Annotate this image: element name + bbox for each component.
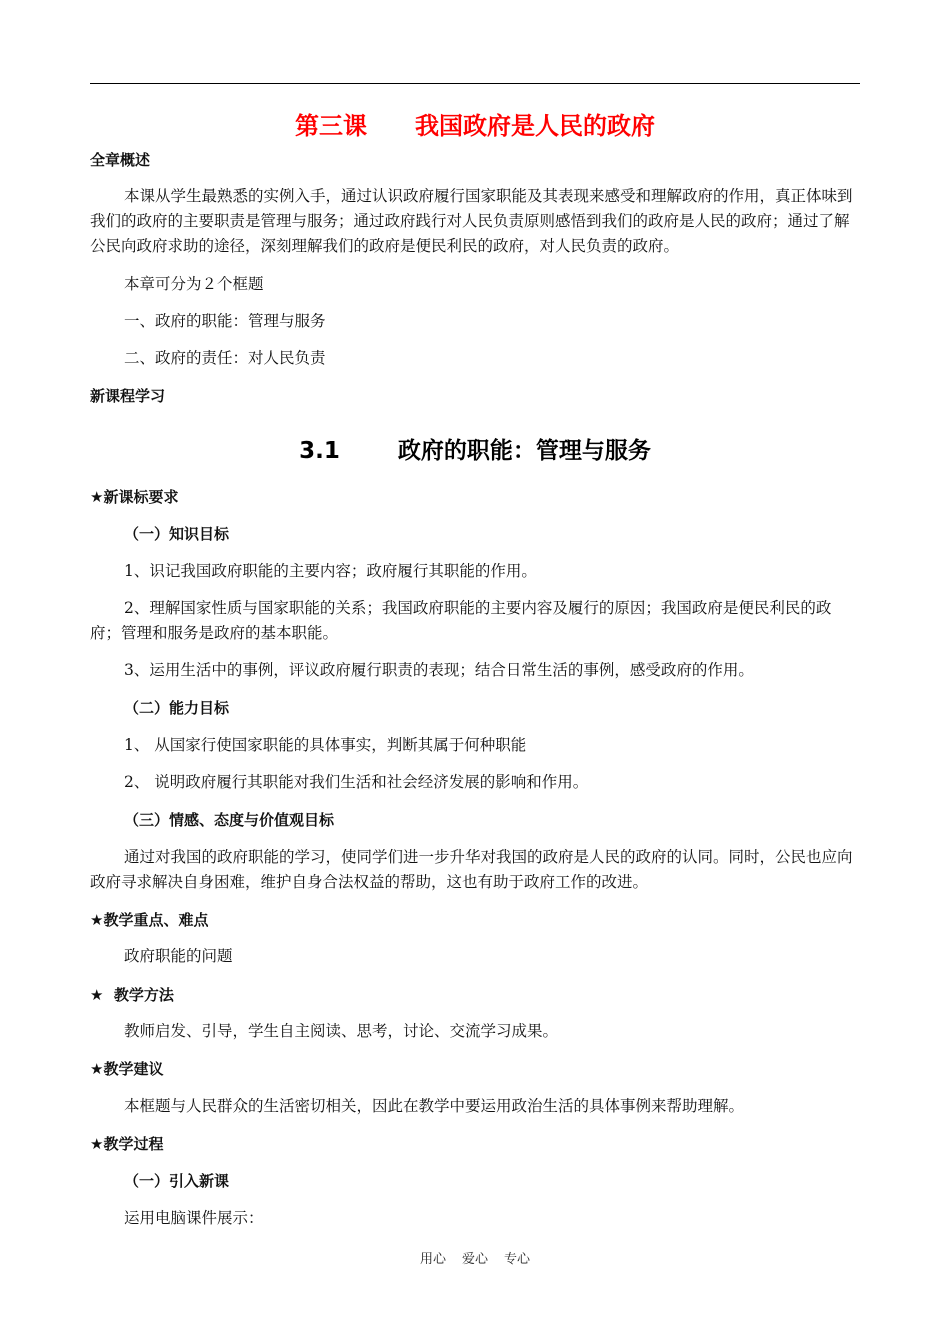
section-name: 政府的职能：管理与服务 xyxy=(397,438,651,464)
knowledge-item-2: 2、理解国家性质与国家职能的关系；我国政府职能的主要内容及履行的原因；我国政府是便民利民的政府；管理和服务是政府的基本职能。 xyxy=(90,599,832,642)
ability-item-1: 1、 从国家行使国家职能的具体事实，判断其属于何种职能 xyxy=(124,736,527,754)
ability-item-2: 2、 说明政府履行其职能对我们生活和社会经济发展的影响和作用。 xyxy=(124,773,589,791)
intro-heading: （一）引入新课 xyxy=(124,1172,230,1190)
key-points-text: 政府职能的问题 xyxy=(124,947,233,965)
emotion-heading: （三）情感、态度与价值观目标 xyxy=(124,811,335,829)
section-number: 3.1 xyxy=(299,438,340,464)
lesson-name: 我国政府是人民的政府 xyxy=(415,112,655,140)
overview-heading: 全章概述 xyxy=(90,151,151,169)
knowledge-item-3: 3、运用生活中的事例，评议政府履行职责的表现；结合日常生活的事例，感受政府的作用。 xyxy=(124,661,754,679)
footer-item-2: 爱心 xyxy=(461,1252,488,1267)
footer-item-1: 用心 xyxy=(419,1252,446,1267)
section-title xyxy=(90,432,860,465)
header-rule xyxy=(90,83,860,84)
ability-heading: （二）能力目标 xyxy=(124,699,230,717)
suggestions-heading: ★教学建议 xyxy=(90,1060,164,1078)
process-heading: ★教学过程 xyxy=(90,1135,164,1153)
intro-text: 运用电脑课件展示： xyxy=(124,1209,264,1227)
lesson-number: 第三课 xyxy=(295,112,367,140)
frame-item-2: 二、政府的责任：对人民负责 xyxy=(124,349,326,367)
standards-heading: ★新课标要求 xyxy=(90,488,179,506)
knowledge-heading: （一）知识目标 xyxy=(124,525,230,543)
methods-heading: ★ 教学方法 xyxy=(90,986,174,1004)
knowledge-item-1: 1、识记我国政府职能的主要内容；政府履行其职能的作用。 xyxy=(124,562,537,580)
footer-item-3: 专心 xyxy=(504,1252,531,1267)
frame-item-1: 一、政府的职能：管理与服务 xyxy=(124,312,326,330)
page-footer xyxy=(0,1248,950,1267)
new-course-heading: 新课程学习 xyxy=(90,387,166,405)
methods-text: 教师启发、引导，学生自主阅读、思考，讨论、交流学习成果。 xyxy=(124,1022,559,1040)
overview-paragraph: 本课从学生最熟悉的实例入手，通过认识政府履行国家职能及其表现来感受和理解政府的作用，真正体味到我们的政府的主要职责是管理与服务；通过政府践行对人民负责原则感悟到我们的政府是人民的政府；通过了解公民向政府求助的途径，深刻理解我们的政府是便民利民的政府，对人民负责的政府。 xyxy=(90,187,853,255)
key-points-heading: ★教学重点、难点 xyxy=(90,911,209,929)
lesson-title xyxy=(90,106,860,141)
suggestions-text: 本框题与人民群众的生活密切相关，因此在教学中要运用政治生活的具体事例来帮助理解。 xyxy=(124,1097,745,1115)
emotion-paragraph: 通过对我国的政府职能的学习，使同学们进一步升华对我国的政府是人民的政府的认同。同时，公民也应向政府寻求解决自身困难，维护自身合法权益的帮助，这也有助于政府工作的改进。 xyxy=(90,848,853,891)
frames-intro: 本章可分为２个框题 xyxy=(124,275,264,293)
